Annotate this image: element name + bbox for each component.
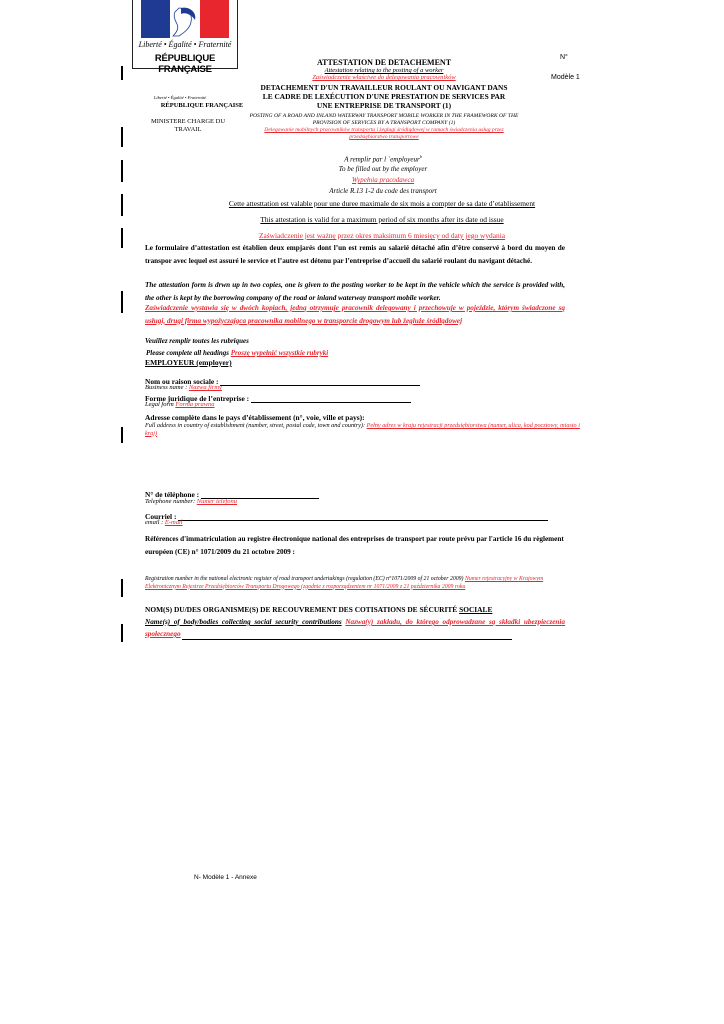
margin-bar <box>121 291 123 313</box>
registration-pl: Numer rejestracyjny w Krajowym Elektronicznym Rejestrze Przedsiębiorców Transportu Drogowego (zgodnie z rozporządzeniem nr 1071/2009 z 21 października 2009 roku <box>145 576 544 590</box>
left-motto: Liberté • Égalité • Fraternité <box>153 95 207 100</box>
social-en: Name(s) of body/bodies collecting social security contributions <box>145 618 342 626</box>
social-field[interactable] <box>182 629 512 640</box>
social-fr-u: SOCIALE <box>459 605 493 614</box>
email-trans <box>145 519 183 526</box>
validity-fr: Cette attesttation est valable pour une duree maximale de six mois a compter de sa date d’etablissement <box>228 199 536 208</box>
logo-motto: Liberté • Égalité • Fraternité <box>138 40 232 49</box>
fill-by-fr-text: A remplir par l `employeur <box>344 155 420 164</box>
address-trans <box>145 422 585 437</box>
social-fr: NOM(S) DU/DES ORGANISME(S) DE RECOUVREMENT DES COTISATIONS DE SÉCURITÉ <box>145 605 458 614</box>
social-fr-row <box>145 605 492 614</box>
phone-label: N° de téléphone : <box>145 490 200 499</box>
fill-by-en: To be filled out by the employer <box>338 165 428 173</box>
republic-logo <box>132 0 238 75</box>
business-name-field[interactable] <box>220 375 420 386</box>
subtitle-pl: Delegowanie mobilnych pracowników transportu i żeglugi śródlądowej w ramach świadczenia usług przez przedsiębiorstwo transportowe <box>264 127 504 140</box>
email-field[interactable] <box>178 510 548 521</box>
business-name-trans <box>145 384 222 391</box>
margin-bar <box>121 579 123 597</box>
logo-title: RÉPUBLIQUE FRANÇAISE <box>154 53 216 75</box>
registration-fr: Références d'immatriculation au registre électronique national des entreprises de transport par route prévu par l'article 16 du règlement européen (CE) n° 1071/2009 du 21 octobre 2009 : <box>145 535 564 556</box>
email-pl: E-mail <box>164 519 183 526</box>
title-fr: ATTESTATION DE DETACHEMENT <box>316 58 452 67</box>
margin-bar <box>121 160 123 182</box>
article-ref: Article R.13 1-2 du code des transport <box>329 187 437 195</box>
registration-en: Registration number in the national electronic register of road transport undertakings (regulation (EC) n°1071/2009 of 21 october 2009) <box>145 576 464 582</box>
business-name-en: Business name : <box>145 384 188 391</box>
validity-en: This attestation is valid for a maximum period of six months after its date od issue <box>260 215 504 224</box>
fill-by-fr-sup: b <box>419 154 422 159</box>
address-label: Adresse complète dans le pays d’établissement (n°, voie, ville et pays): <box>145 413 365 422</box>
validity-pl: Zaświadczenie jest ważnę przez okres maksimum 6 miesięcy od daty jego wydania <box>258 231 506 240</box>
email-row <box>145 510 548 521</box>
legal-form-pl: Forma prawna <box>175 401 215 408</box>
phone-pl: Numer telefonu <box>196 498 238 505</box>
left-republic: RÉPUBLIQUE FRANÇAISE <box>160 102 244 109</box>
ministry-label: MINISTERE CHARGE DU TRAVAIL <box>150 118 226 133</box>
instructions-en: Please complete all headings <box>146 349 230 357</box>
email-en: email : <box>145 519 164 526</box>
email-label: Courriel : <box>145 512 177 521</box>
marianne-icon <box>165 6 199 38</box>
fill-by-pl: Wypełnia pracodawca <box>351 176 415 184</box>
business-name-pl: Nazwa firmy <box>188 384 222 391</box>
margin-bar <box>121 127 123 147</box>
address-field[interactable] <box>145 440 585 480</box>
footer-label: N- Modèle 1 - Annexe <box>194 874 257 881</box>
instructions-line <box>146 349 328 357</box>
margin-bar <box>121 194 123 216</box>
margin-bar <box>121 228 123 248</box>
registration-trans <box>145 576 565 591</box>
legal-form-label: Forme juridique de l’entreprise : <box>145 394 250 403</box>
instructions-pl: Proszę wypełnić wszystkie rubryki <box>230 349 329 357</box>
copies-pl: Zaświadczenie wystawia się w dwóch kopiach, jedną otrzymuje pracownik delegowany i przechowuje w pojeździe, którym świadczone są usługi, drugi firma wypożyczająca pracownika mobilnego w transporcie drogowym lub żegluże śródlądowej <box>145 304 565 325</box>
margin-bar <box>121 66 123 80</box>
number-label: N° <box>560 54 568 61</box>
address-en: Full address in country of establishment (number, street, postal code, town and country): <box>145 422 366 429</box>
fill-by-fr <box>300 154 466 163</box>
legal-form-trans <box>145 401 215 408</box>
title-pl: Zaświadczenie właściwe do delegowania pracowników <box>312 74 456 81</box>
margin-bar <box>121 427 123 443</box>
phone-trans <box>145 498 237 505</box>
copies-fr: Le formulaire d’attestation est établien deux empjarés dont l’un est remis au salarié détaché afin d’être conservé à bord du moyen de transpor avec lequel est assuré le service et l’autre est détenu par l’entreprise d’accueil du salarié roulant du navigant détaché. <box>145 244 565 265</box>
social-pl: Nazwa(y) zakładu, do którego odprowadzane są składki ubezpieczenia społecznego <box>145 618 566 638</box>
legal-form-en: Legal form <box>145 401 174 408</box>
model-label: Modèle 1 <box>551 74 580 81</box>
copies-en: The attestation form is drwn up in two copies, one is given to the posting worker to be kept in the vehicle which the service is provided with, the other is kept by the borrowing company of the road or inland waterway transport mobile worker. <box>145 281 565 302</box>
legal-form-field[interactable] <box>251 392 411 403</box>
employer-section: EMPLOYEUR (employer) <box>145 358 232 367</box>
margin-bar <box>121 624 123 642</box>
subtitle-en: POSTING OF A ROAD AND INLAND WATERWAY TRANSPORT MOBILE WORKER IN THE FRAMEWORK OF THE PROVISION OF SERVICES BY A TRANSPORT COMPANY (1) <box>249 113 519 126</box>
subtitle-fr: DETACHEMENT D'UN TRAVAILLEUR ROULANT OU NAVIGANT DANS LE CADRE DE LEXÉCUTION D'UNE PRESTATION DE SERVICES PAR UNE ENTREPRISE DE TRANSPORT (1) <box>260 83 508 110</box>
phone-en: Telephone number: <box>145 498 196 505</box>
social-trans <box>145 616 565 640</box>
instructions-fr: Veuillez remplir toutes les rubriques <box>145 337 249 345</box>
address-pl: Pełny adres w kraju rejestracji przedsiębiorstwa (numer, ulica, kod pocztowy, miasto i kraj) <box>145 422 580 437</box>
title-en: Attestation relating to the posting of a worker <box>324 67 444 74</box>
business-name-label: Nom ou raison sociale : <box>145 377 219 386</box>
